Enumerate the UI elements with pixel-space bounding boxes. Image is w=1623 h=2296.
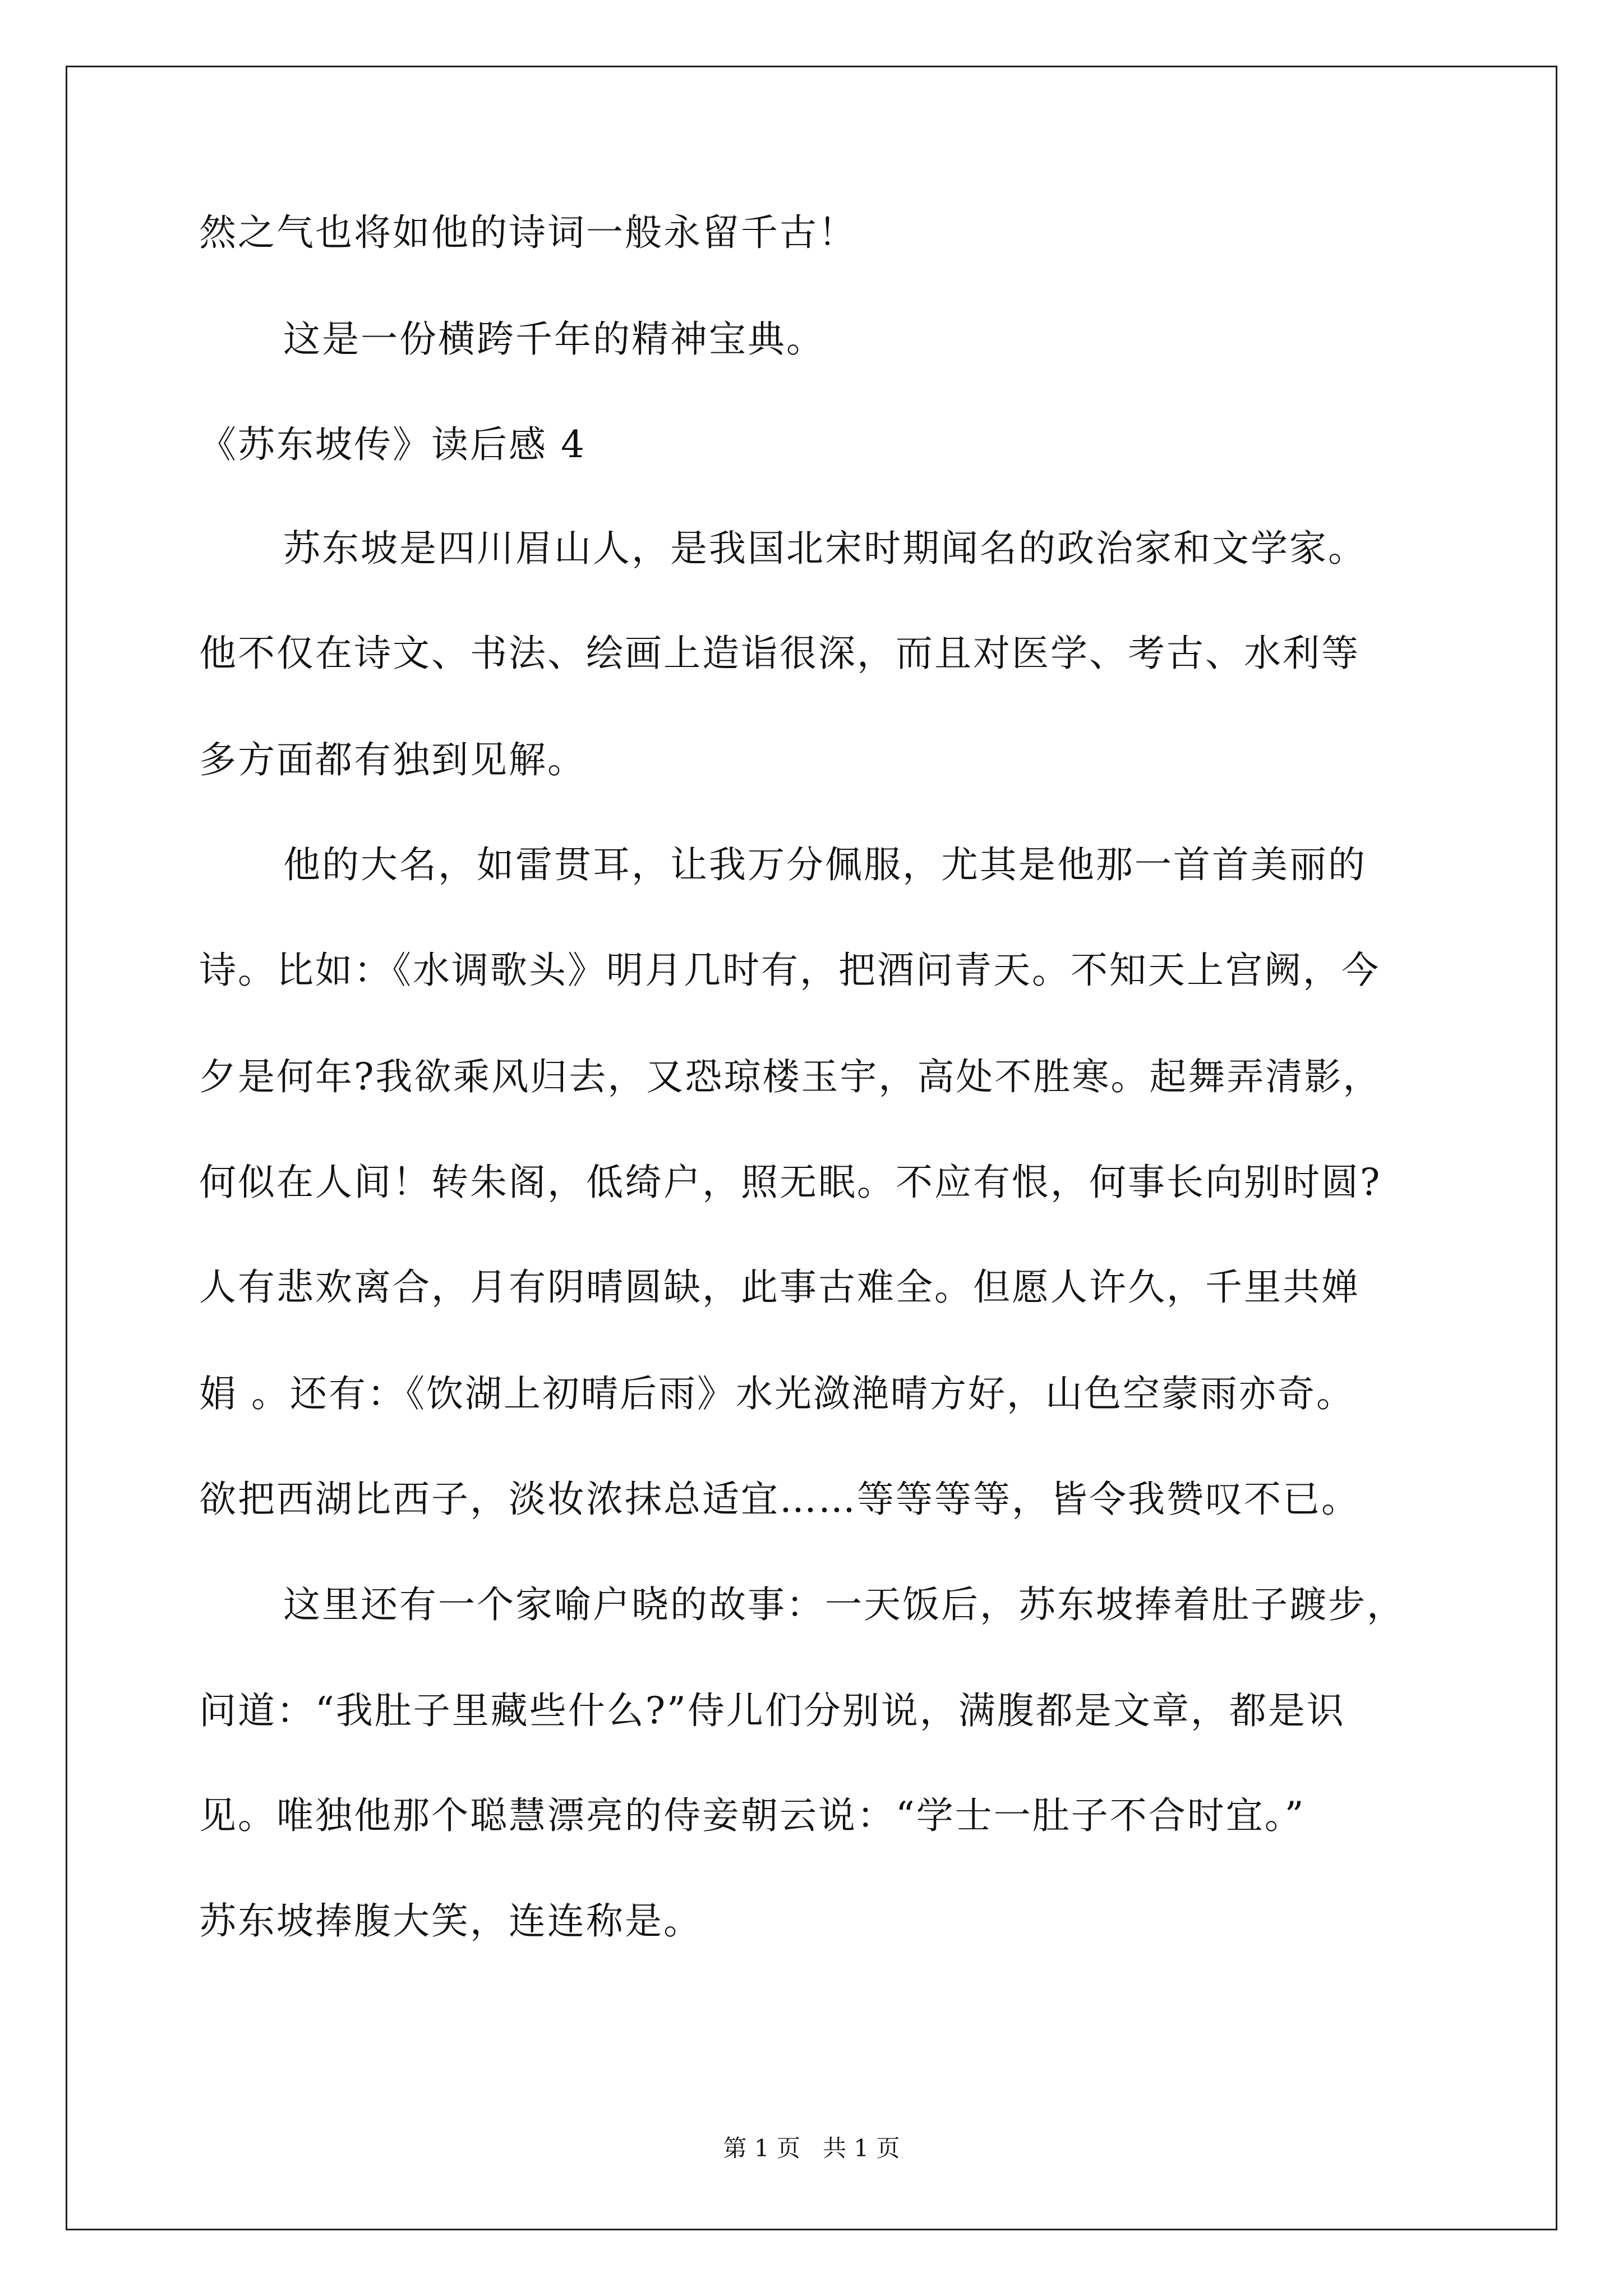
text-line: 他的大名，如雷贯耳，让我万分佩服，尤其是他那一首首美丽的: [283, 843, 1367, 886]
text-line: 他不仅在诗文、书法、绘画上造诣很深，而且对医学、考古、水利等: [199, 632, 1360, 675]
section-heading: 《苏东坡传》读后感 4: [199, 423, 586, 466]
text-line: 苏东坡是四川眉山人，是我国北宋时期闻名的政治家和文学家。: [283, 527, 1367, 570]
text-line: 何似在人间！转朱阁，低绮户，照无眠。不应有恨，何事长向别时圆?: [199, 1161, 1382, 1204]
text-line: 问道：“我肚子里藏些什么?”侍儿们分别说，满腹都是文章，都是识: [199, 1689, 1345, 1732]
text-line: 然之气也将如他的诗词一般永留千古！: [199, 211, 857, 254]
text-line: 娟 。还有：《饮湖上初晴后雨》水光潋滟晴方好，山色空蒙雨亦奇。: [199, 1372, 1355, 1415]
text-line: 多方面都有独到见解。: [199, 738, 586, 781]
text-line: 诗。比如：《水调歌头》明月几时有，把酒问青天。不知天上宫阙，今: [199, 949, 1380, 992]
text-line: 见。唯独他那个聪慧漂亮的侍妾朝云说：“学士一肚子不合时宜。”: [199, 1794, 1306, 1837]
text-line: 夕是何年?我欲乘风归去，又恐琼楼玉宇，高处不胜寒。起舞弄清影，: [199, 1055, 1382, 1098]
text-line: 苏东坡捧腹大笑，连连称是。: [199, 1899, 702, 1943]
text-line: 这是一份横跨千年的精神宝典。: [283, 318, 825, 361]
text-line: 这里还有一个家喻户晓的故事：一天饭后，苏东坡捧着肚子踱步，: [283, 1583, 1405, 1626]
page-number-footer: 第 1 页 共 1 页: [723, 2134, 900, 2162]
text-line: 欲把西湖比西子，淡妆浓抹总适宜……等等等等，皆令我赞叹不已。: [199, 1478, 1360, 1521]
text-line: 人有悲欢离合，月有阴晴圆缺，此事古难全。但愿人许久，千里共婵: [199, 1266, 1360, 1309]
